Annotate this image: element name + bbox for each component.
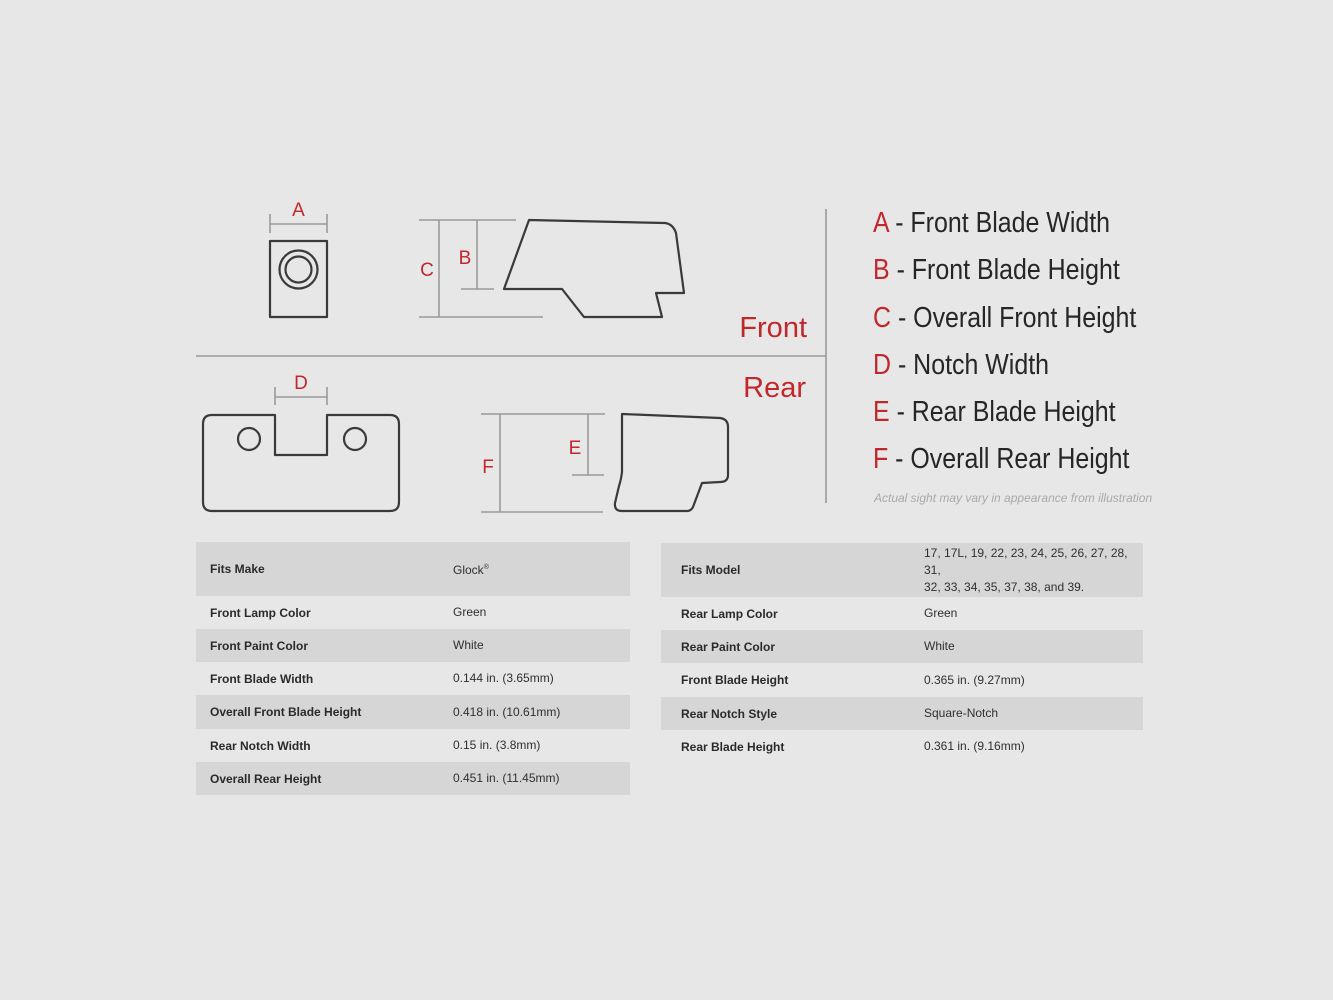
table-row (661, 697, 1143, 730)
legend-text: - Notch Width (891, 348, 1050, 381)
spec-label: Front Blade Width (210, 671, 314, 686)
spec-value-line: 32, 33, 34, 35, 37, 38, and 39. (924, 579, 1085, 594)
legend-text: - Overall Front Height (891, 301, 1137, 334)
spec-value: 0.361 in. (9.16mm) (924, 739, 1025, 753)
spec-label: Rear Blade Height (681, 739, 785, 754)
table-row (661, 630, 1143, 663)
spec-value: Square-Notch (924, 697, 1143, 730)
spec-label: Front Paint Color (196, 629, 453, 662)
table-row (196, 629, 630, 662)
rear-sight-end-view (203, 387, 399, 511)
spec-label: Fits Model (661, 543, 924, 597)
spec-value: White (453, 629, 630, 662)
legend-letter: F (873, 443, 889, 476)
legend-letter: A (873, 207, 889, 239)
dimension-e-letter: E (568, 438, 582, 459)
spec-value: Green (924, 606, 958, 620)
spec-label: Fits Make (196, 542, 453, 596)
legend-item-a (873, 203, 1136, 250)
table-row (661, 597, 1143, 630)
table-row (196, 762, 630, 795)
dimension-a-letter: A (292, 200, 305, 221)
spec-value: Green (453, 605, 487, 619)
spec-label: Rear Notch Width (210, 738, 311, 753)
disclaimer-note: Actual sight may vary in appearance from illustration (874, 491, 1153, 505)
legend-text: - Overall Rear Height (888, 443, 1130, 476)
legend-letter: E (873, 396, 890, 429)
legend-letter: D (873, 348, 892, 381)
spec-value (924, 543, 1143, 597)
spec-label: Front Lamp Color (210, 605, 311, 620)
legend-text: - Rear Blade Height (889, 396, 1116, 429)
spec-value: 0.365 in. (9.27mm) (924, 672, 1025, 687)
table-row (196, 729, 630, 762)
dimension-legend (873, 203, 1179, 487)
legend-item-b (873, 250, 1136, 297)
table-row (196, 662, 630, 695)
dimension-b-letter: B (458, 248, 472, 269)
spec-value: 0.15 in. (3.8mm) (453, 738, 541, 752)
legend-text: - Front Blade Width (888, 207, 1111, 239)
spec-value-line: 17, 17L, 19, 22, 23, 24, 25, 26, 27, 28, 31, (924, 545, 1128, 577)
legend-item-e (873, 392, 1136, 439)
table-row (661, 543, 1143, 597)
table-row (661, 730, 1143, 763)
rear-sight-side-view (481, 414, 728, 512)
dimension-d-letter: D (294, 373, 308, 394)
rear-view-label: Rear (743, 372, 806, 404)
table-row (196, 542, 630, 596)
spec-value: White (924, 630, 1143, 663)
registered-mark: ® (483, 564, 489, 571)
spec-value: 0.451 in. (11.45mm) (453, 762, 630, 795)
front-sight-end-view (270, 214, 327, 317)
legend-item-d (873, 345, 1136, 392)
spec-value (453, 542, 630, 596)
table-row (661, 663, 1143, 697)
dimension-f-letter: F (482, 457, 494, 478)
legend-letter: C (873, 301, 892, 334)
spec-label: Overall Rear Height (196, 762, 453, 795)
table-row (196, 596, 630, 629)
spec-label: Front Blade Height (681, 673, 789, 687)
legend-text: - Front Blade Height (889, 254, 1120, 287)
spec-label: Rear Notch Style (661, 697, 924, 730)
legend-letter: B (873, 254, 890, 287)
spec-label: Rear Lamp Color (681, 606, 778, 621)
legend-item-f (873, 439, 1136, 486)
spec-value: 0.144 in. (3.65mm) (453, 671, 554, 685)
specs-table-left (196, 542, 630, 795)
table-row (196, 695, 630, 729)
legend-item-c (873, 298, 1136, 345)
spec-label: Overall Front Blade Height (196, 695, 453, 729)
spec-value-text: Glock (453, 563, 484, 577)
spec-label: Rear Paint Color (661, 630, 924, 663)
specs-table-right (661, 543, 1143, 763)
front-view-label: Front (739, 312, 807, 344)
spec-value: 0.418 in. (10.61mm) (453, 695, 630, 729)
dimension-c-letter: C (420, 260, 434, 281)
